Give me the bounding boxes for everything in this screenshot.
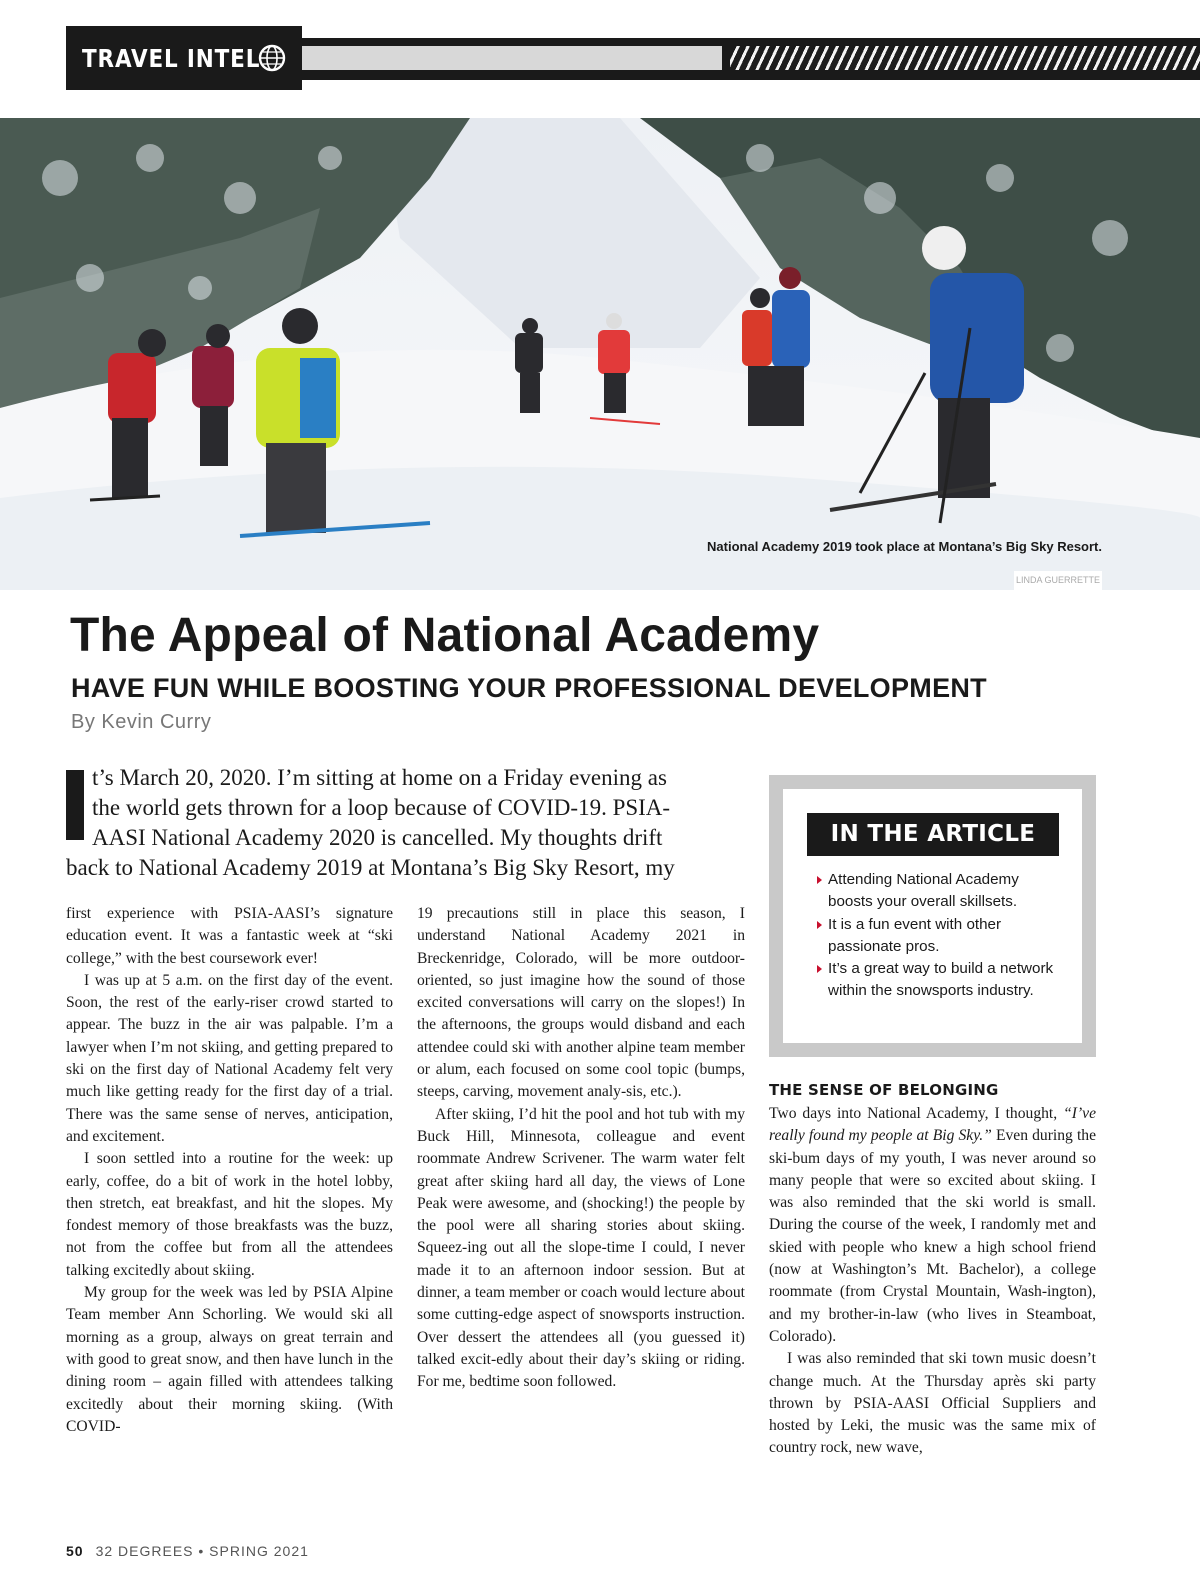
paragraph: 19 precautions still in place this season, I understand National Academy 2021 in Breckenridge, Colorado, will be more outdoor-oriented, so just imagine how the sound of those excited conversations will carry on the slopes!) In the afternoons, the groups would disband and each attendee could ski with another alpine team member or alum, each focused on some cool topic (bumps, steeps, carving, movement analy-sis, etc.).: [417, 905, 745, 1101]
sidebar-item: [817, 914, 1067, 959]
triangle-bullet-icon: [817, 921, 822, 929]
triangle-bullet-icon: [817, 876, 822, 884]
page-number: 50: [66, 1543, 84, 1559]
section-heading: THE SENSE OF BELONGING: [769, 1081, 999, 1099]
sidebar-item-text: Attending National Academy boosts your overall skillsets.: [828, 871, 1019, 911]
hero-photo: [0, 118, 1200, 590]
lead-line: AASI National Academy 2020 is cancelled. My thoughts drift: [92, 825, 663, 850]
sidebar-item-text: It is a fun event with other passionate pros.: [828, 915, 1002, 955]
lead-line: back to National Academy 2019 at Montana’s Big Sky Resort, my: [66, 855, 675, 880]
section-label: TRAVEL INTEL: [82, 43, 261, 73]
lead-line: t’s March 20, 2020. I’m sitting at home on a Friday evening as: [92, 765, 667, 790]
photo-credit: LINDA GUERRETTE: [1014, 571, 1102, 590]
pull-quote: “I’ve really found my people at Big Sky.”: [769, 1105, 1096, 1145]
paragraph: first experience with PSIA-AASI’s signature education event. It was a fantastic week at “ski college,” with the best coursework ever!: [66, 905, 393, 967]
header-hatch-pattern: [730, 46, 1200, 70]
body-column-2: [417, 903, 745, 1394]
article-subtitle: HAVE FUN WHILE BOOSTING YOUR PROFESSIONAL DEVELOPMENT: [71, 673, 987, 703]
in-the-article-sidebar: [769, 775, 1096, 1057]
article-title: The Appeal of National Academy: [70, 609, 820, 662]
intro-text: Two days into National Academy, I thought,: [769, 1105, 1058, 1122]
lead-line: the world gets thrown for a loop because of COVID-19. PSIA-: [92, 795, 671, 820]
paragraph: [769, 1103, 1096, 1348]
sidebar-item-text: It’s a great way to build a network within the snowsports industry.: [828, 960, 1054, 1000]
page-footer: [66, 1543, 309, 1559]
header-stripe: [302, 38, 1200, 80]
sidebar-item: [817, 958, 1067, 1003]
body-column-1: [66, 903, 393, 1438]
body-column-3: [769, 1103, 1096, 1460]
paragraph: I was also reminded that ski town music doesn’t change much. At the Thursday après ski party thrown by PSIA-AASI Official Suppliers and hosted by Leki, the music was the same mix of country rock, new wave,: [769, 1350, 1096, 1457]
ski-scene-illustration: [0, 118, 1200, 590]
header-stripe-bar: [302, 46, 722, 70]
paragraph: I was up at 5 a.m. on the first day of the event. Soon, the rest of the early-riser crowd started to appear. The buzz in the air was palpable. I’m a lawyer when I’m not skiing, and getting prepared to ski on the first day of National Academy felt very much like getting ready for the first day of a trial. There was the same sense of nerves, anticipation, and excitement.: [66, 971, 393, 1145]
byline: By Kevin Curry: [71, 711, 212, 733]
sidebar-title: IN THE ARTICLE: [807, 813, 1059, 856]
paragraph: I soon settled into a routine for the week: up early, coffee, do a bit of work in the hotel lobby, then stretch, eat breakfast, and hit the slopes. My fondest memory of those breakfasts was the buzz, not from the coffee but from all the attendees talking excitedly about skiing.: [66, 1150, 393, 1279]
sidebar-panel: [783, 789, 1082, 1043]
drop-cap-letter: [66, 770, 84, 840]
publication-info: 32 DEGREES • SPRING 2021: [95, 1543, 309, 1559]
triangle-bullet-icon: [817, 965, 822, 973]
section-header: [66, 26, 1200, 90]
sidebar-item: [817, 869, 1067, 914]
paragraph: My group for the week was led by PSIA Alpine Team member Ann Schorling. We would ski all morning as a group, always on great terrain and with good to great snow, and then have lunch in the dining room – again filled with attendees talking excitedly about their morning skiing. (With COVID-: [66, 1284, 393, 1435]
sidebar-list: [817, 869, 1067, 1003]
photo-caption: National Academy 2019 took place at Montana’s Big Sky Resort.: [707, 539, 1102, 554]
paragraph: After skiing, I’d hit the pool and hot tub with my Buck Hill, Minnesota, colleague and event roommate Andrew Scrivener. The warm water felt great after skiing hard all day, the views of Lone Peak were awesome, and (shocking!) the people by the pool were all sharing stories about skiing. Squeez-ing out all the slope-time I could, I never made it to an afternoon indoor session. But at dinner, a team member or coach would lecture about some cutting-edge aspect of snowsports instruction. Over dessert the attendees all (you guessed it) talked excit-edly about their day’s skiing or riding. For me, bedtime soon followed.: [417, 1105, 746, 1391]
paragraph-text: Even during the ski-bum days of my youth, I was never around so many people that were so excited about skiing. I was also reminded that the ski world is small. During the course of the week, I randomly met and skied with people who knew a high school friend (now at Washington’s Mt. Bachelor), a college roommate (from Crystal Mountain, Wash-ington), and my brother-in-law (who lives in Steamboat, Colorado).: [769, 1127, 1096, 1345]
globe-icon: [258, 44, 286, 72]
